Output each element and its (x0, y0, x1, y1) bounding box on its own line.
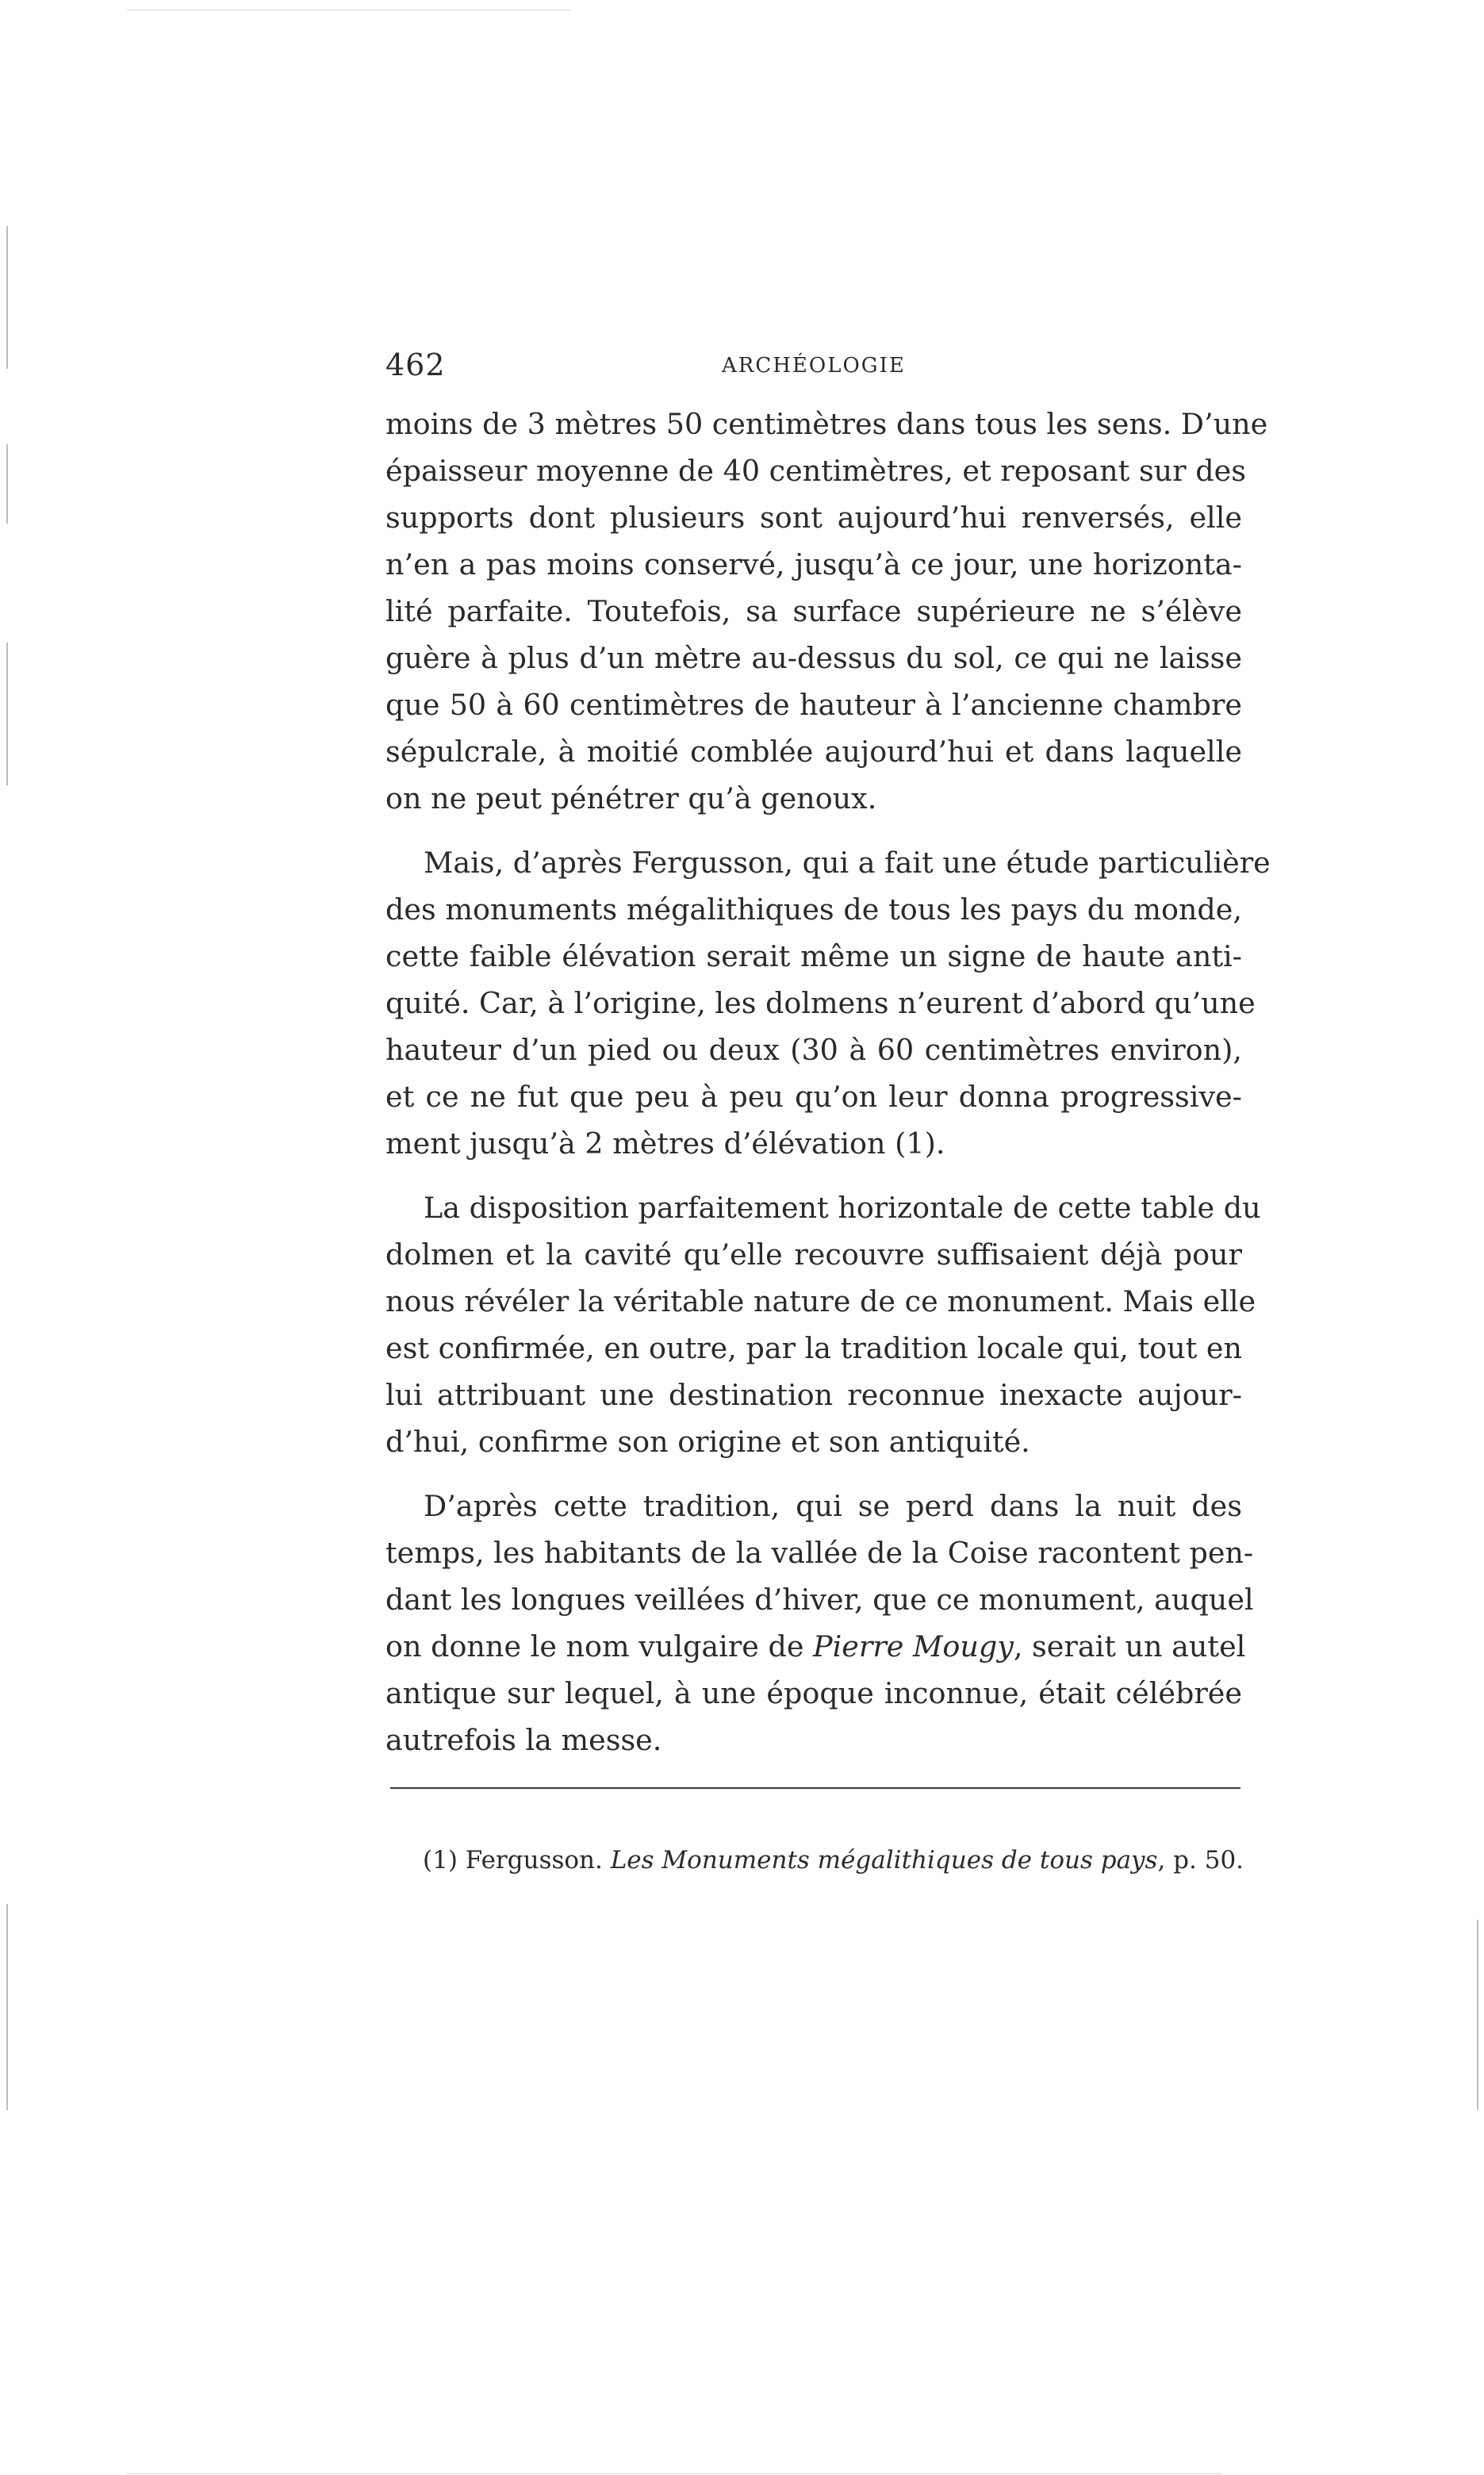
text-line: est confirmée, en outre, par la tradition locale qui, tout en (385, 1331, 1243, 1365)
footnote-rule (390, 1787, 1241, 1789)
scan-artifact-right-1 (1477, 1920, 1478, 2110)
footnote-title: Les Monuments mégalithiques de tous pays (610, 1846, 1158, 1874)
paragraph-spacer (385, 1465, 1242, 1483)
italic-place-name: Pierre Mougy (813, 1629, 1014, 1663)
body-text (385, 401, 1271, 1763)
text-line: temps, les habitants de la vallée de la Coise racontent pen- (385, 1536, 1254, 1570)
text-line: D’après cette tradition, qui se perd dans la nuit des (424, 1489, 1242, 1523)
paragraph-3 (385, 1184, 1261, 1465)
text-line: autrefois la messe. (385, 1723, 662, 1757)
text-line: hauteur d’un pied ou deux (30 à 60 centimètres environ), (385, 1033, 1242, 1067)
paragraph-2 (385, 839, 1271, 1167)
page-header (385, 341, 1242, 389)
text-fragment: , serait un autel (1013, 1629, 1246, 1663)
text-line: cette faible élévation serait même un signe de haute anti- (385, 939, 1242, 973)
text-line: des monuments mégalithiques de tous les pays du monde, (385, 892, 1242, 927)
paragraph-spacer (385, 822, 1242, 839)
text-line: épaisseur moyenne de 40 centimètres, et reposant sur des (385, 454, 1246, 488)
paragraph-spacer (385, 1167, 1242, 1184)
text-line-with-italic (385, 1623, 1246, 1670)
scan-artifact-left-3 (6, 643, 8, 785)
footnote-marker: (1) (423, 1846, 458, 1874)
footnote-author: Fergusson. (457, 1846, 611, 1874)
scan-artifact-left-2 (6, 444, 8, 524)
text-line: n’en a pas moins conservé, jusqu’à ce jour, une horizonta- (385, 547, 1242, 581)
text-line: dant les longues veillées d’hiver, que ce monument, auquel (385, 1583, 1254, 1617)
running-head: ARCHÉOLOGIE (722, 354, 906, 378)
paragraph-1 (385, 401, 1268, 822)
text-line: que 50 à 60 centimètres de hauteur à l’ancienne chambre (385, 688, 1242, 722)
text-line: nous révéler la véritable nature de ce monument. Mais elle (385, 1284, 1256, 1318)
text-line: lui attribuant une destination reconnue inexacte aujour- (385, 1378, 1242, 1412)
scan-artifact-left-1 (6, 226, 8, 369)
text-line: quité. Car, à l’origine, les dolmens n’eurent d’abord qu’une (385, 986, 1256, 1020)
page-number: 462 (385, 347, 446, 382)
text-line: antique sur lequel, à une époque inconnue, était célébrée (385, 1676, 1242, 1710)
footnote (423, 1840, 1248, 1880)
scan-artifact-left-4 (6, 1904, 8, 2110)
text-line: dolmen et la cavité qu’elle recouvre suffisaient déjà pour (385, 1238, 1242, 1272)
text-line: lité parfaite. Toutefois, sa surface supérieure ne s’élève (385, 594, 1242, 628)
text-line: ment jusqu’à 2 mètres d’élévation (1). (385, 1126, 945, 1161)
footnote-reference: , p. 50. (1157, 1846, 1244, 1874)
text-line: La disposition parfaitement horizontale de cette table du (424, 1191, 1261, 1225)
paragraph-4 (385, 1483, 1254, 1763)
text-line: on ne peut pénétrer qu’à genoux. (385, 781, 877, 815)
text-line: supports dont plusieurs sont aujourd’hui renversés, elle (385, 501, 1242, 535)
text-line: Mais, d’après Fergusson, qui a fait une étude particulière (424, 846, 1271, 880)
text-fragment: on donne le nom vulgaire de (385, 1629, 814, 1663)
text-line: moins de 3 mètres 50 centimètres dans tous les sens. D’une (385, 407, 1268, 441)
text-line: guère à plus d’un mètre au-dessus du sol, ce qui ne laisse (385, 641, 1242, 675)
scan-artifact-bottom (127, 2473, 1221, 2474)
text-line: d’hui, confirme son origine et son antiquité. (385, 1425, 1030, 1459)
text-line: sépulcrale, à moitié comblée aujourd’hui et dans laquelle (385, 735, 1242, 769)
text-line: et ce ne fut que peu à peu qu’on leur donna progressive- (385, 1080, 1242, 1114)
